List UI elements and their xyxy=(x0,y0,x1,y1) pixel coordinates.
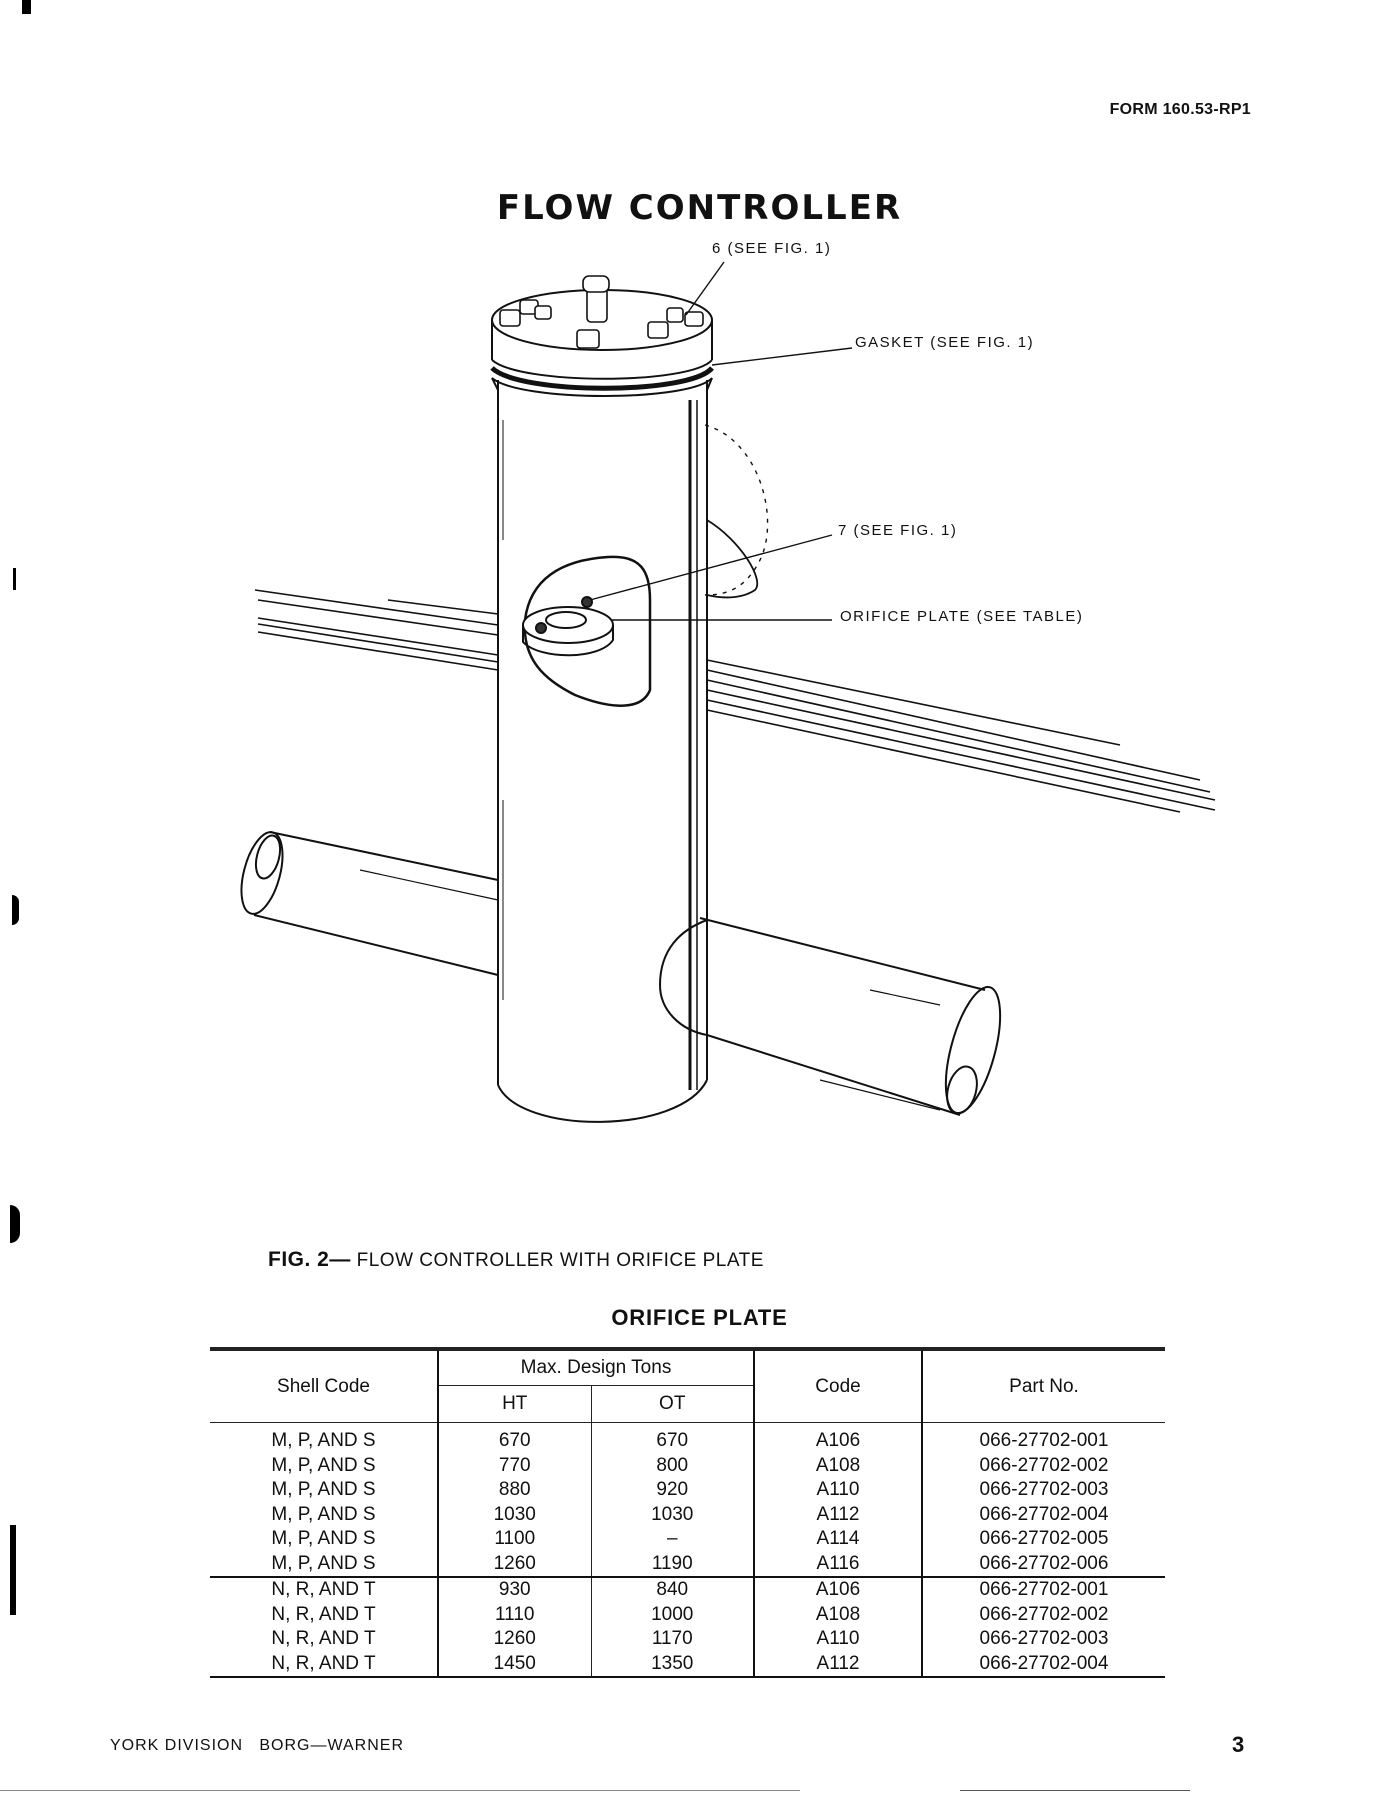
footer-company: YORK DIVISION BORG—WARNER xyxy=(110,1737,404,1754)
scan-edge-mark xyxy=(22,0,31,14)
callout-gasket: GASKET (SEE FIG. 1) xyxy=(855,334,1035,351)
header-max-design-tons: Max. Design Tons xyxy=(438,1349,754,1386)
table-row: N, R, AND T 1260 1170 A110 066-27702-003 xyxy=(210,1627,1165,1652)
header-ot: OT xyxy=(591,1386,754,1423)
header-ht: HT xyxy=(438,1386,591,1423)
header-part-no: Part No. xyxy=(922,1349,1165,1423)
table-row: M, P, AND S 1100 – A114 066-27702-005 xyxy=(210,1527,1165,1552)
table-row: N, R, AND T 1450 1350 A112 066-27702-004 xyxy=(210,1652,1165,1678)
table-row: N, R, AND T 1110 1000 A108 066-27702-002 xyxy=(210,1603,1165,1628)
page-number: 3 xyxy=(1232,1732,1245,1757)
table-title: ORIFICE PLATE xyxy=(611,1305,788,1330)
flow-controller-drawing xyxy=(240,220,1240,1140)
table-row: N, R, AND T 930 840 A106 066-27702-001 xyxy=(210,1577,1165,1603)
footer-rule xyxy=(0,1790,800,1791)
table-row: M, P, AND S 1030 1030 A112 066-27702-004 xyxy=(210,1503,1165,1528)
page-title: FLOW CONTROLLER xyxy=(496,188,903,228)
vessel-body xyxy=(498,380,707,1122)
table-row: M, P, AND S 1260 1190 A116 066-27702-006 xyxy=(210,1552,1165,1578)
form-number: FORM 160.53-RP1 xyxy=(1109,101,1251,118)
callout-item-7: 7 (SEE FIG. 1) xyxy=(838,522,958,539)
table-row: M, P, AND S 670 670 A106 066-27702-001 xyxy=(210,1429,1165,1454)
header-code: Code xyxy=(754,1349,922,1423)
table-row: M, P, AND S 880 920 A110 066-27702-003 xyxy=(210,1478,1165,1503)
flange-bolts xyxy=(500,276,703,348)
scan-edge-mark xyxy=(13,568,16,590)
scan-edge-mark xyxy=(10,1525,16,1615)
table-row: M, P, AND S 770 800 A108 066-27702-002 xyxy=(210,1454,1165,1479)
orifice-plate-cutaway xyxy=(523,557,650,706)
scan-edge-mark xyxy=(10,1205,20,1243)
header-shell-code: Shell Code xyxy=(210,1349,438,1423)
callout-orifice-plate: ORIFICE PLATE (SEE TABLE) xyxy=(840,608,1084,625)
callout-item-6: 6 (SEE FIG. 1) xyxy=(712,240,832,257)
orifice-plate-table xyxy=(210,1347,1165,1703)
figure-caption xyxy=(268,1248,764,1272)
footer-rule xyxy=(960,1790,1190,1791)
table-group-mps xyxy=(210,1429,1165,1577)
outlet-pipe xyxy=(660,918,1011,1118)
figure-caption-text: FLOW CONTROLLER WITH ORIFICE PLATE xyxy=(350,1250,764,1271)
inlet-pipe xyxy=(240,828,498,975)
table-group-nrt xyxy=(210,1577,1165,1703)
figure-caption-number: FIG. 2— xyxy=(268,1248,351,1271)
scan-edge-mark xyxy=(12,895,19,925)
